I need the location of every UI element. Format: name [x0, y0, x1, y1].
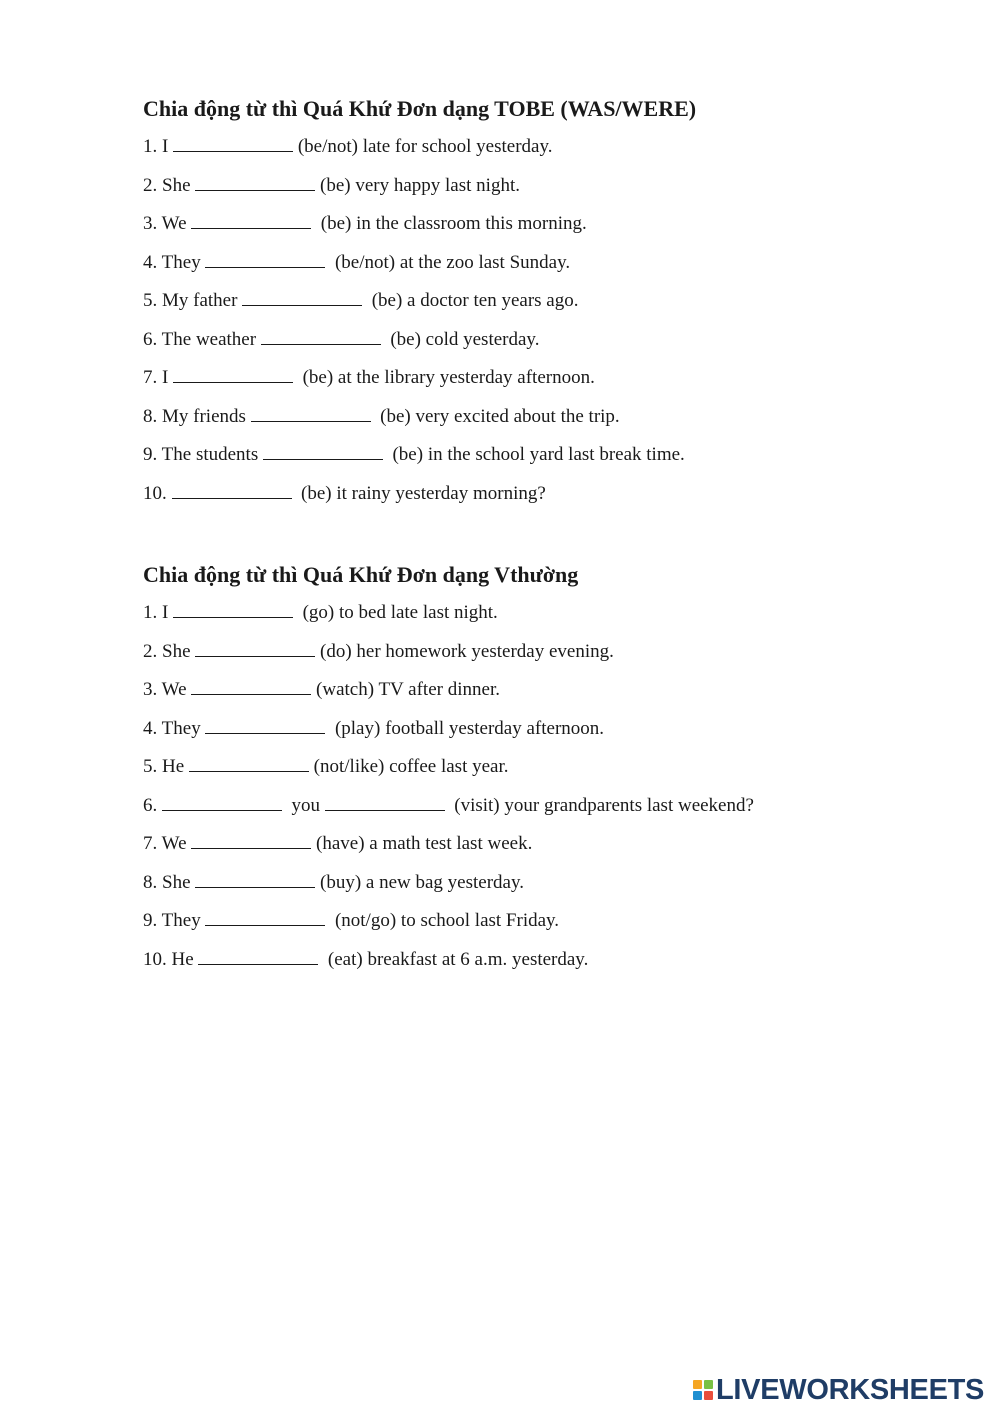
item-prefix: 6. [143, 794, 162, 816]
answer-blank[interactable] [251, 404, 371, 422]
exercise-item [143, 639, 943, 678]
item-prefix: 10. He [143, 948, 199, 970]
answer-blank[interactable] [189, 754, 309, 772]
exercise-item [143, 870, 943, 909]
item-prefix: 8. She [143, 871, 196, 893]
exercise-item [143, 831, 943, 870]
item-prefix: 3. We [143, 679, 192, 700]
section-title: Chia động từ thì Quá Khứ Đơn dạng Vthường [143, 562, 579, 587]
exercise-item [143, 211, 943, 250]
exercise-item [143, 754, 943, 793]
exercise-item [143, 250, 943, 289]
item-suffix: (be/not) late for school yesterday. [293, 136, 553, 157]
item-prefix: 3. We [143, 213, 192, 234]
item-prefix: 5. He [143, 756, 189, 777]
exercise-section-vthuong [143, 560, 943, 985]
logo-square [693, 1391, 702, 1400]
logo-squares-icon [693, 1380, 713, 1400]
exercise-item [143, 442, 943, 481]
item-suffix: (not/like) coffee last year. [308, 756, 509, 777]
item-middle: you [282, 794, 325, 816]
item-suffix: (be) cold yesterday. [380, 328, 540, 350]
item-prefix: 4. They [143, 251, 206, 273]
exercise-item [143, 288, 943, 327]
logo-square [693, 1380, 702, 1389]
item-suffix: (be) in the school yard last break time. [382, 444, 685, 465]
item-suffix: (be) a doctor ten years ago. [362, 290, 579, 311]
item-suffix: (do) her homework yesterday evening. [315, 640, 614, 662]
answer-blank[interactable] [191, 831, 311, 849]
item-suffix: (play) football yesterday afternoon. [325, 717, 605, 739]
item-prefix: 2. She [143, 640, 196, 662]
answer-blank[interactable] [242, 288, 362, 306]
item-prefix: 7. We [143, 833, 192, 854]
answer-blank[interactable] [173, 600, 293, 618]
section-title: Chia động từ thì Quá Khứ Đơn dạng TOBE (WAS/WERE) [143, 96, 697, 121]
exercise-item [143, 793, 943, 832]
answer-blank[interactable] [261, 327, 381, 345]
item-suffix: (be) at the library yesterday afternoon. [293, 367, 595, 388]
item-prefix: 4. They [143, 717, 206, 739]
item-suffix: (be) very excited about the trip. [370, 405, 620, 427]
answer-blank[interactable] [198, 947, 318, 965]
exercise-item [143, 327, 943, 366]
exercise-section-tobe [143, 94, 943, 519]
answer-blank[interactable] [195, 173, 315, 191]
answer-blank[interactable] [173, 365, 293, 383]
exercise-item [143, 716, 943, 755]
item-prefix: 1. I [143, 602, 174, 623]
item-prefix: 1. I [143, 136, 174, 157]
item-prefix: 6. The weather [143, 328, 261, 350]
answer-blank[interactable] [325, 793, 445, 811]
liveworksheets-logo [693, 1374, 984, 1406]
item-suffix: (have) a math test last week. [311, 833, 533, 854]
exercise-item [143, 908, 943, 947]
item-suffix: (be/not) at the zoo last Sunday. [325, 251, 571, 273]
item-suffix: (visit) your grandparents last weekend? [444, 794, 754, 816]
exercise-item [143, 173, 943, 212]
exercise-item [143, 365, 943, 404]
logo-text: LIVEWORKSHEETS [716, 1373, 985, 1406]
answer-blank[interactable] [205, 908, 325, 926]
exercise-item [143, 677, 943, 716]
item-suffix: (eat) breakfast at 6 a.m. yesterday. [318, 948, 589, 970]
answer-blank[interactable] [162, 793, 282, 811]
answer-blank[interactable] [191, 677, 311, 695]
exercise-item [143, 481, 943, 520]
answer-blank[interactable] [173, 134, 293, 152]
item-suffix: (be) very happy last night. [315, 174, 520, 196]
item-prefix: 8. My friends [143, 405, 251, 427]
item-suffix: (be) it rainy yesterday morning? [291, 482, 546, 504]
item-suffix: (buy) a new bag yesterday. [315, 871, 524, 893]
logo-square [704, 1380, 713, 1389]
answer-blank[interactable] [205, 716, 325, 734]
answer-blank[interactable] [195, 870, 315, 888]
item-prefix: 2. She [143, 174, 196, 196]
item-prefix: 9. The students [143, 444, 263, 465]
answer-blank[interactable] [205, 250, 325, 268]
item-suffix: (be) in the classroom this morning. [311, 213, 587, 234]
exercise-item [143, 947, 943, 986]
answer-blank[interactable] [172, 481, 292, 499]
item-suffix: (not/go) to school last Friday. [325, 910, 560, 931]
logo-square [704, 1391, 713, 1400]
exercise-item [143, 404, 943, 443]
item-prefix: 9. They [143, 910, 206, 931]
item-prefix: 10. [143, 482, 172, 504]
answer-blank[interactable] [263, 442, 383, 460]
item-prefix: 5. My father [143, 290, 243, 311]
answer-blank[interactable] [191, 211, 311, 229]
exercise-item [143, 600, 943, 639]
item-suffix: (go) to bed late last night. [293, 602, 498, 623]
item-suffix: (watch) TV after dinner. [311, 679, 500, 700]
exercise-item [143, 134, 943, 173]
item-prefix: 7. I [143, 367, 174, 388]
answer-blank[interactable] [195, 639, 315, 657]
